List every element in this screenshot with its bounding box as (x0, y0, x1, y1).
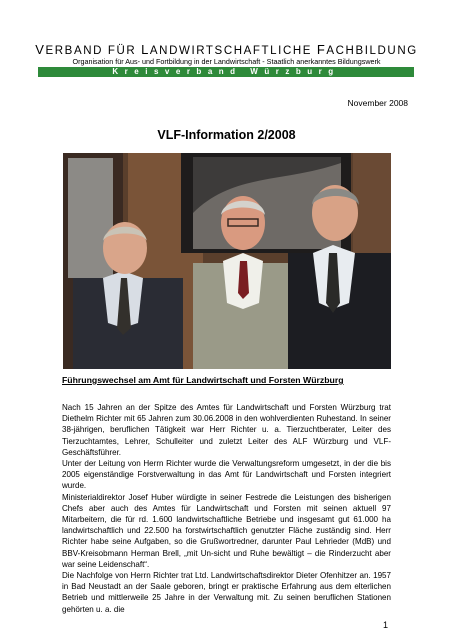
association-name (0, 42, 453, 57)
association-subtitle: Organisation für Aus- und Fortbildung in der Landwirtschaft - Staatlich anerkanntes Bildungswerk (72, 57, 381, 66)
title-letter: V (35, 42, 46, 57)
paragraph: Nach 15 Jahren an der Spitze des Amtes für Landwirtschaft und Forsten Würzburg trat Diethelm Richter mit 65 Jahren zum 30.06.2008 in den wohlverdienten Ruhestand. In seiner 38-jährigen, beruflichen Tätigkeit war Herr Richter u. a. Tierzuchtberater, Leiter des Tierzuchtamtes, Lehrer, Schulleiter und zuletzt Leiter des ALF Würzburg und VLF-Geschäftsführer. (62, 403, 391, 457)
paragraph: Unter der Leitung von Herrn Richter wurde die Verwaltungsreform umgesetzt, in der die bis 2005 eigenständige Forstverwaltung in das Amt für Landwirtschaft und Forsten integriert wurde. (62, 459, 391, 491)
kreisverband-banner (38, 67, 414, 77)
section-heading: Führungswechsel am Amt für Landwirtschaft und Forsten Würzburg (62, 375, 344, 385)
title-part: ANDWIRTSCHAFTLICHE (149, 45, 317, 57)
banner-text: Kreisverband Würzburg (112, 67, 340, 76)
title-part: ERBAND FÜR (45, 45, 142, 57)
title-letter: L (141, 42, 150, 57)
title-letter: F (316, 42, 327, 57)
document-title: VLF-Information 2/2008 (157, 128, 296, 142)
issue-date: November 2008 (347, 98, 408, 108)
title-part: ACHBILDUNG (326, 45, 418, 57)
paragraph: Ministerialdirektor Josef Huber würdigte in seiner Festrede die Leistungen des bisherigen Chefs aber auch des Amtes für Landwirtschaft und Forsten mit seinen aktuell 97 Mitarbeitern, die für rd. 1.600 landwirtschaftliche Betriebe und insgesamt gut 61.000 ha landwirtschaftlich und 22.500 ha forstwirtschaftlich genutzter Fläche zuständig sind. Herr Richter habe seine Aufgaben, so die Grußwortredner, darunter Paul Lehrieder (MdB) und BBV-Kreisobmann Herman Brell, „mit Un-sicht und Ruhe bewältigt – die Rinderzucht aber war seine Leidenschaft“. (62, 492, 391, 569)
article-body (62, 402, 391, 615)
photo-three-men (63, 153, 391, 369)
paragraph: Die Nachfolge von Herrn Richter trat Ltd. Landwirtschaftsdirektor Dieter Ofenhitzer an. 1957 in Bad Neustadt an der Saale geboren, bringt er praktische Erfahrung aus dem elterlichen Betrieb und mittlerweile 25 Jahre in der Verwaltung mit. Zu seinen beruflichen Stationen gehörten u. a. die (62, 571, 391, 614)
page-number: 1 (383, 620, 389, 630)
